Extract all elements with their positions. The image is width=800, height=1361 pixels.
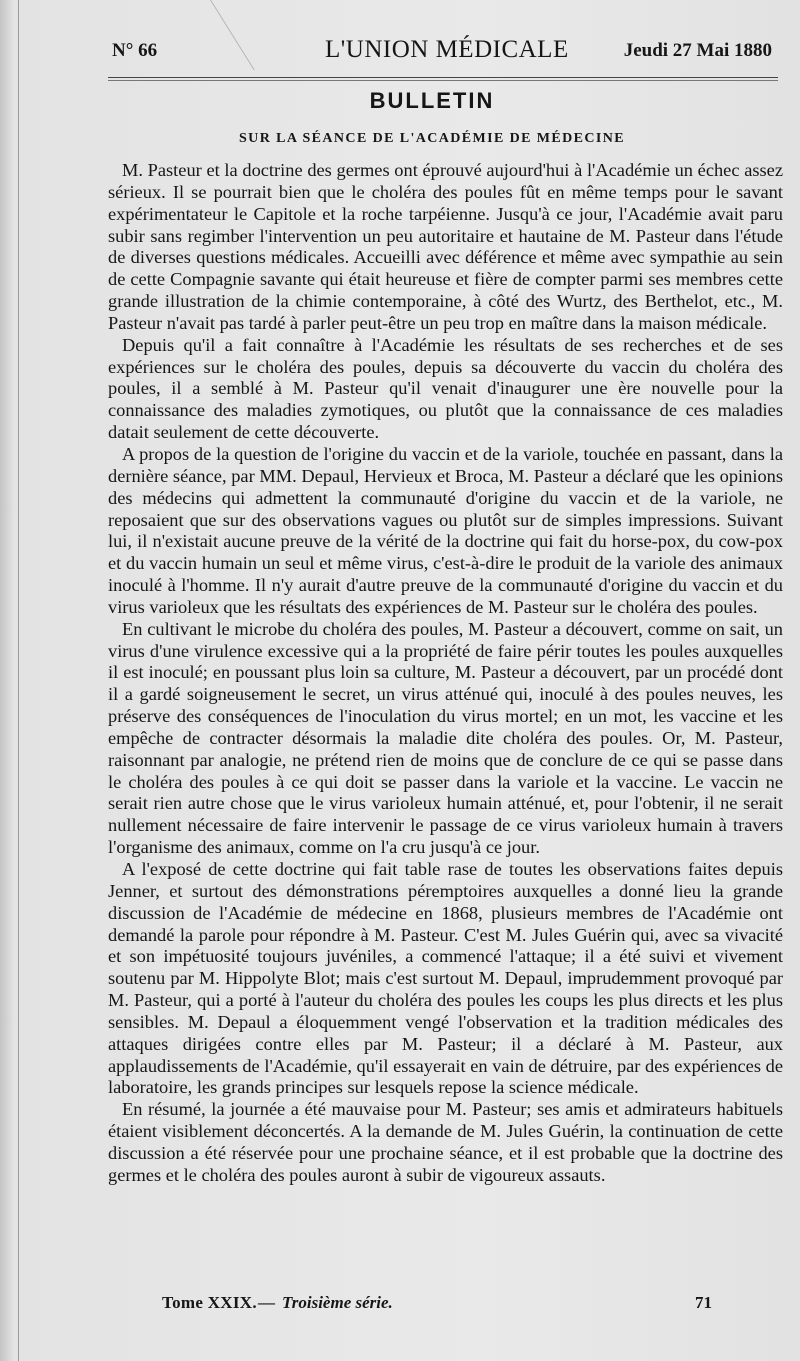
paragraph-5: A l'exposé de cette doctrine qui fait table rase de toutes les observations faites depuis Jenner, et surtout des démonstrations péremptoires auxquelles a donné lieu la grande discussion de l'Académie de médecine en 1868, plusieurs membres de l'Académie ont demandé la parole pour répondre à M. Pasteur. C'est M. Jules Guérin qui, avec sa vivacité et son impétuosité toujours juvéniles, a commencé l'attaque; il a été suivi et vivement soutenu par M. Hippolyte Blot; mais c'est surtout M. Depaul, imprudemment provoqué par M. Pasteur, qui a porté à l'auteur du choléra des poules les coups les plus directs et les plus sensibles. M. Depaul a éloquemment vengé l'observation et la tradition médicales des attaques dirigées contre elles par M. Pasteur; il a déclaré à M. Pasteur, aux applaudissements de l'Académie, qu'il essayerait en vain de détruire, par des expériences de laboratoire, les grands principes sur lesquels repose la science médicale.: [108, 859, 783, 1098]
page-footer: [162, 1293, 712, 1317]
paragraph-1: M. Pasteur et la doctrine des germes ont éprouvé aujourd'hui à l'Académie un échec assez sérieux. Il se pourrait bien que le choléra des poules fût en même temps pour le savant expérimentateur le Capitole et la roche tarpéienne. Jusqu'à ce jour, l'Académie avait paru subir sans regimber l'intervention un peu autoritaire et hautaine de M. Pasteur dans l'étude de diverses questions médicales. Accueilli avec déférence et même avec sympathie au sein de cette Compagnie savante qui était heureuse et fière de compter parmi ses membres cette grande illustration de la chimie contemporaine, à côté des Wurtz, des Berthelot, etc., M. Pasteur n'avait pas tardé à parler peut-être un peu trop en maître dans la maison médicale.: [108, 160, 783, 333]
volume-label: Tome XXIX.: [162, 1293, 257, 1312]
series-label: Troisième série.: [282, 1293, 393, 1312]
footer-separator: —: [258, 1293, 275, 1312]
article-heading: BULLETIN: [369, 88, 495, 113]
page-header: [112, 36, 772, 66]
paragraph-4: En cultivant le microbe du choléra des poules, M. Pasteur a découvert, comme on sait, un virus d'une virulence excessive qui a la propriété de faire périr toutes les poules auxquelles il est inoculé; en poussant plus loin sa culture, M. Pasteur a découvert, par un procédé dont il a gardé soigneusement le secret, un virus atténué qui, inoculé à des poules neuves, les préserve des conséquences de l'inoculation du virus mortel; en un mot, les vaccine et les empêche de contracter désormais la maladie dite choléra des poules. Or, M. Pasteur, raisonnant par analogie, ne prétend rien de moins que de conclure de ce qui se passe dans le choléra des poules à ce qui doit se passer dans la variole et la vaccine. Le vaccin ne serait rien autre chose que le virus varioleux humain atténué, et, pour l'obtenir, il ne serait nullement nécessaire de faire intervenir le passage de ce virus varioleux humain à travers l'organisme des animaux, comme on l'a cru jusqu'à ce jour.: [108, 618, 783, 858]
paragraph-3: A propos de la question de l'origine du vaccin et de la variole, touchée en passant, dans la dernière séance, par MM. Depaul, Hervieux et Broca, M. Pasteur a déclaré que les opinions des médecins qui admettent la communauté d'origine du vaccin et de la variole, ne reposaient que sur des observations vagues ou plutôt sur de simples impressions. Suivant lui, il n'existait aucune preuve de la vérité de la doctrine qui fait du horse-pox, du cow-pox et du vaccin humain un seul et même virus, c'est-à-dire le produit de la variole des animaux inoculé à l'homme. Il n'y aurait d'autre preuve de la communauté d'origine du vaccin et du virus varioleux que les résultats des expériences de M. Pasteur sur le choléra des poules.: [108, 443, 783, 617]
header-rule-secondary: [108, 80, 778, 81]
paragraph-2: Depuis qu'il a fait connaître à l'Académie les résultats de ses recherches et de ses expériences sur le choléra des poules, depuis sa découverte du vaccin du choléra des poules, il a semblé à M. Pasteur qu'il venait d'inaugurer une ère nouvelle pour la connaissance des maladies zymotiques, ou plutôt que la connaissance de ces maladies datait seulement de cette découverte.: [108, 334, 783, 443]
article-subheading: SUR LA SÉANCE DE L'ACADÉMIE DE MÉDECINE: [239, 131, 625, 146]
paragraph-6: En résumé, la journée a été mauvaise pour M. Pasteur; ses amis et admirateurs habituels étaient visiblement déconcertés. A la demande de M. Jules Guérin, la continuation de cette discussion a été réservée pour une prochaine séance, et il est probable que la doctrine des germes et le choléra des poules auront à subir de vigoureux assauts.: [108, 1099, 783, 1185]
page-edge: [18, 0, 19, 1361]
article-body: [108, 160, 783, 1187]
issue-number: N° 66: [112, 40, 158, 61]
header-rule: [108, 77, 778, 78]
journal-title: L'UNION MÉDICALE: [325, 36, 569, 63]
page-number: 71: [695, 1293, 712, 1312]
issue-date: Jeudi 27 Mai 1880: [623, 40, 772, 61]
